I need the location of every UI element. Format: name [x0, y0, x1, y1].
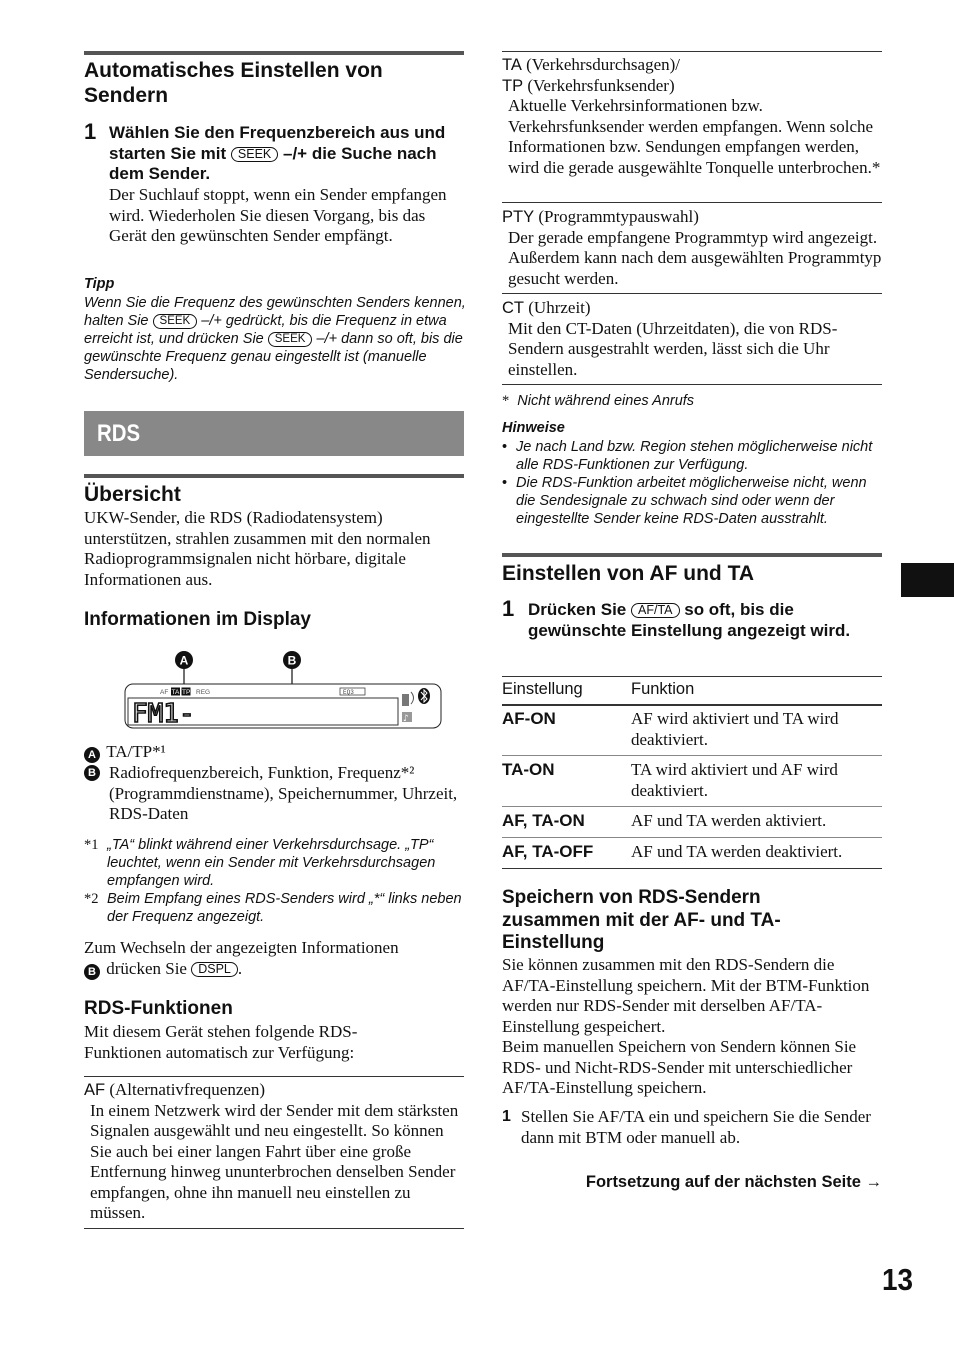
marker-b-icon: B [84, 765, 100, 781]
section-title-af-ta: Einstellen von AF und TA [502, 562, 754, 585]
tip-label: Tipp [84, 276, 115, 292]
ct-entry: CT (Uhrzeit) Mit den CT-Daten (Uhrzeitdaten), die von RDS-Sendern ausgestrahlt werden, lässt sich die Uhr einstellen. [502, 298, 838, 379]
section-rule [502, 553, 882, 557]
table-rule [502, 676, 882, 677]
section-title-store: Speichern von RDS-Sendern zusammen mit der AF- und TA-Einstellung [502, 887, 781, 953]
functions-body: Mit diesem Gerät stehen folgende RDS-Funktionen automatisch zur Verfügung: [84, 1022, 358, 1062]
function-cell: TA wird aktiviert und AF wird deaktiviert. [631, 760, 838, 800]
seek-button-label: SEEK [231, 147, 278, 162]
table-rule [502, 837, 882, 838]
rds-banner-title: RDS [97, 420, 141, 447]
function-cell: AF und TA werden deaktiviert. [631, 842, 843, 861]
footnote-1: *1 „TA“ blinkt während einer Verkehrsdurchsage. „TP“ leuchtet, wenn ein Sender mit Verkehrsdurchsagen empfangen wird. [84, 837, 436, 889]
change-display-text: Zum Wechseln der angezeigten Informationen B drücken Sie DSPL . [84, 938, 399, 978]
marker-b [283, 651, 301, 669]
display-illustration [124, 648, 449, 732]
af-ta-button-label: AF/TA [631, 603, 680, 618]
table-rule [502, 755, 882, 756]
lcd-tp: TP [182, 689, 191, 696]
step-body: Der Suchlauf stoppt, wenn ein Sender empfangen wird. Wiederholen Sie diesen Vorgang, bis das Gerät den gewünschten Sender empfängt. [109, 185, 447, 245]
section-rule [84, 51, 464, 55]
table-rule [84, 1076, 464, 1077]
svg-text:♪: ♪ [403, 714, 409, 724]
setting-cell: AF, TA-ON [502, 811, 585, 830]
section-title-auto: Automatisches Einstellen von Sendern [84, 59, 383, 107]
asterisk-note: * Nicht während eines Anrufs [502, 393, 695, 409]
overview-body: UKW-Sender, die RDS (Radiodatensystem) unterstützen, strahlen zusammen mit den normalen Radioprogrammsignalen nicht hörbare, digitale Informationen aus. [84, 508, 431, 589]
pty-entry: PTY (Programmtypauswahl) Der gerade empfangene Programmtyp wird angezeigt. Außerdem kann nach dem ausgewählten Programmtyp gesucht werden. [502, 207, 882, 288]
svg-text:B: B [287, 653, 297, 668]
display-item-a: A TA/TP*¹ [84, 742, 464, 763]
table-rule [502, 384, 882, 385]
function-cell: AF und TA werden aktiviert. [631, 811, 827, 830]
setting-cell: AF-ON [502, 709, 556, 728]
step-number: 1 [502, 596, 515, 621]
section-rule [84, 474, 464, 478]
table-header-function: Funktion [631, 680, 695, 698]
continued-label: Fortsetzung auf der nächsten Seite → [585, 1173, 882, 1191]
page-number: 13 [882, 1262, 914, 1297]
marker-a-icon: A [84, 747, 100, 763]
tip-text: Wenn Sie die Frequenz des gewünschten Senders kennen, halten Sie SEEK –/+ gedrückt, bis die Frequenz in etwa erreicht ist, und drücken Sie SEEK –/+ dann so oft, bis die gewünschte Frequenz genau eingestellt ist (manuelle Sendersuche). [84, 295, 466, 383]
store-body-2: Beim manuellen Speichern von Sendern können Sie RDS- und Nicht-RDS-Sender mit unterschiedlicher AF/TA-Einstellung speichern. [502, 1037, 857, 1097]
lcd-ta: TA [171, 689, 180, 696]
lcd-af: AF [160, 689, 169, 696]
notes-label: Hinweise [502, 420, 565, 436]
ta-tp-entry: TA (Verkehrsdurchsagen)/ TP (Verkehrsfunksender) Aktuelle Verkehrsinformationen bzw. Verkehrsfunksender werden empfangen. Wenn solche Informationen bzw. Sendungen empfangen werden, wird die gerade ausgewählte Tonquelle unterbrochen.* [502, 55, 881, 177]
svg-text:A: A [179, 653, 189, 668]
bluetooth-icon [418, 688, 430, 704]
marker-b-icon: B [84, 964, 100, 980]
dspl-button-label: DSPL [191, 962, 238, 977]
section-title-functions: RDS-Funktionen [84, 998, 233, 1019]
af-entry: AF (Alternativfrequenzen) In einem Netzwerk wird der Sender mit dem stärksten Signalen ausgewählt und neu eingestellt. So können Sie auch bei einer langen Fahrt über eine große Entfernung hinweg ununterbrochen denselben Sender empfangen, ohne ihn manuell neu einstellen zu müssen. [84, 1080, 459, 1222]
seek-button-label: SEEK [153, 314, 198, 329]
setting-cell: AF, TA-OFF [502, 842, 594, 861]
marker-a [175, 651, 193, 669]
store-body-1: Sie können zusammen mit den RDS-Sendern die AF/TA-Einstellung speichern. Mit der BTM-Funktion werden nur RDS-Sender mit derselben AF/TA-Einstellung gespeichert. [502, 955, 870, 1036]
step-number: 1 [84, 119, 97, 144]
lcd-eq: EQ3 [343, 689, 354, 696]
seek-button-label: SEEK [268, 332, 313, 347]
note-item: • Die RDS-Funktion arbeitet möglicherweise nicht, wenn die Sendesignale zu schwach sind oder wenn der eingestellte Sender keine RDS-Daten ausstrahlt. [502, 475, 867, 527]
table-rule [502, 806, 882, 807]
table-rule [502, 293, 882, 294]
lcd-frequency-text: FM1- [132, 699, 195, 729]
rds-banner [84, 411, 464, 456]
table-rule [502, 704, 882, 706]
note-item: • Je nach Land bzw. Region stehen möglicherweise nicht alle RDS-Funktionen zur Verfügung. [502, 439, 873, 473]
table-header-setting: Einstellung [502, 680, 583, 698]
lcd-reg: REG [196, 689, 211, 696]
setting-cell: TA-ON [502, 760, 555, 779]
table-rule [502, 868, 882, 869]
display-item-b: B Radiofrequenzbereich, Funktion, Frequenz*² (Programmdienstname), Speichernummer, Uhrzeit, RDS-Daten [84, 763, 464, 825]
function-cell: AF wird aktiviert und TA wird deaktiviert. [631, 709, 839, 749]
step-instruction: Drücken Sie AF/TA so oft, bis die gewünschte Einstellung angezeigt wird. [528, 600, 851, 640]
table-rule [502, 51, 882, 52]
footnote-2: *2 Beim Empfang eines RDS-Senders wird „*“ links neben der Frequenz angezeigt. [84, 891, 462, 925]
table-rule [502, 202, 882, 203]
store-step: 1 Stellen Sie AF/TA ein und speichern Sie die Sender dann mit BTM oder manuell ab. [502, 1107, 871, 1147]
section-title-overview: Übersicht [84, 483, 181, 506]
table-rule [84, 1228, 464, 1229]
side-tab [901, 563, 954, 597]
step-instruction: Wählen Sie den Frequenzbereich aus und starten Sie mit SEEK –/+ die Suche nach dem Sender. [109, 123, 446, 183]
section-title-display: Informationen im Display [84, 609, 311, 630]
